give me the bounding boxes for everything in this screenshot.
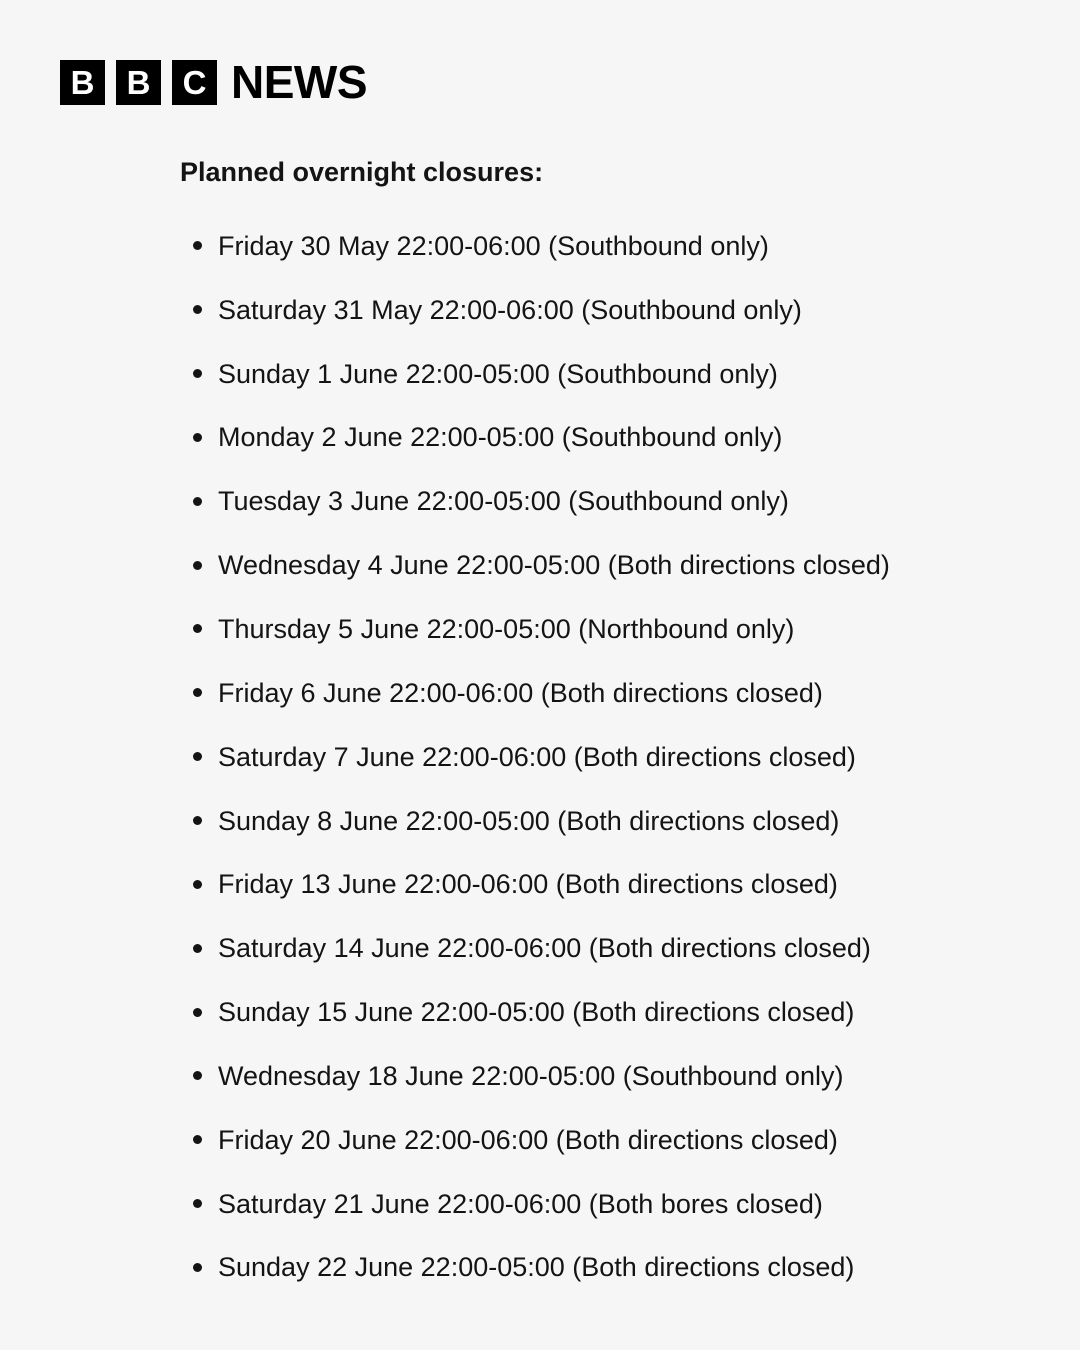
list-item [193, 342, 890, 406]
bullet-icon [193, 241, 202, 250]
list-item [193, 533, 890, 597]
closures-heading: Planned overnight closures: [180, 157, 544, 187]
list-item [193, 469, 890, 533]
list-item [193, 1172, 890, 1236]
logo-block-b1: B [60, 60, 105, 105]
logo-block-c: C [172, 60, 217, 105]
bullet-icon [193, 305, 202, 314]
list-item [193, 406, 890, 470]
bullet-icon [193, 497, 202, 506]
logo-block-b2: B [116, 60, 161, 105]
list-item-text: Sunday 22 June 22:00-05:00 (Both directions closed) [218, 1252, 855, 1283]
bullet-icon [193, 624, 202, 633]
list-item-text: Saturday 31 May 22:00-06:00 (Southbound only) [218, 294, 802, 325]
logo-wordmark: NEWS [231, 56, 367, 108]
bullet-icon [193, 1008, 202, 1017]
list-item-text: Friday 20 June 22:00-06:00 (Both directions closed) [218, 1124, 838, 1155]
bullet-icon [193, 1135, 202, 1144]
list-item [193, 980, 890, 1044]
list-item-text: Friday 13 June 22:00-06:00 (Both directions closed) [218, 869, 838, 900]
bbc-news-logo [60, 56, 367, 108]
list-item-text: Wednesday 4 June 22:00-05:00 (Both directions closed) [218, 550, 890, 581]
list-item-text: Saturday 14 June 22:00-06:00 (Both directions closed) [218, 933, 871, 964]
bullet-icon [193, 1071, 202, 1080]
list-item-text: Monday 2 June 22:00-05:00 (Southbound only) [218, 422, 783, 453]
list-item [193, 789, 890, 853]
bullet-icon [193, 369, 202, 378]
list-item [193, 597, 890, 661]
list-item-text: Friday 6 June 22:00-06:00 (Both directions closed) [218, 677, 823, 708]
list-item-text: Saturday 7 June 22:00-06:00 (Both directions closed) [218, 741, 856, 772]
closures-list [193, 214, 890, 1299]
list-item [193, 1236, 890, 1300]
list-item [193, 725, 890, 789]
bullet-icon [193, 1263, 202, 1272]
bullet-icon [193, 433, 202, 442]
list-item [193, 1108, 890, 1172]
bullet-icon [193, 1199, 202, 1208]
list-item-text: Saturday 21 June 22:00-06:00 (Both bores closed) [218, 1188, 823, 1219]
list-item-text: Friday 30 May 22:00-06:00 (Southbound only) [218, 230, 769, 261]
list-item-text: Sunday 1 June 22:00-05:00 (Southbound only) [218, 358, 778, 389]
bullet-icon [193, 816, 202, 825]
bullet-icon [193, 752, 202, 761]
list-item-text: Thursday 5 June 22:00-05:00 (Northbound only) [218, 613, 795, 644]
list-item [193, 278, 890, 342]
list-item-text: Tuesday 3 June 22:00-05:00 (Southbound only) [218, 486, 789, 517]
list-item [193, 214, 890, 278]
list-item [193, 916, 890, 980]
list-item [193, 661, 890, 725]
list-item-text: Sunday 15 June 22:00-05:00 (Both directions closed) [218, 997, 855, 1028]
list-item [193, 852, 890, 916]
list-item-text: Sunday 8 June 22:00-05:00 (Both directions closed) [218, 805, 840, 836]
list-item [193, 1044, 890, 1108]
bullet-icon [193, 944, 202, 953]
bullet-icon [193, 880, 202, 889]
bullet-icon [193, 688, 202, 697]
bullet-icon [193, 561, 202, 570]
list-item-text: Wednesday 18 June 22:00-05:00 (Southbound only) [218, 1060, 844, 1091]
